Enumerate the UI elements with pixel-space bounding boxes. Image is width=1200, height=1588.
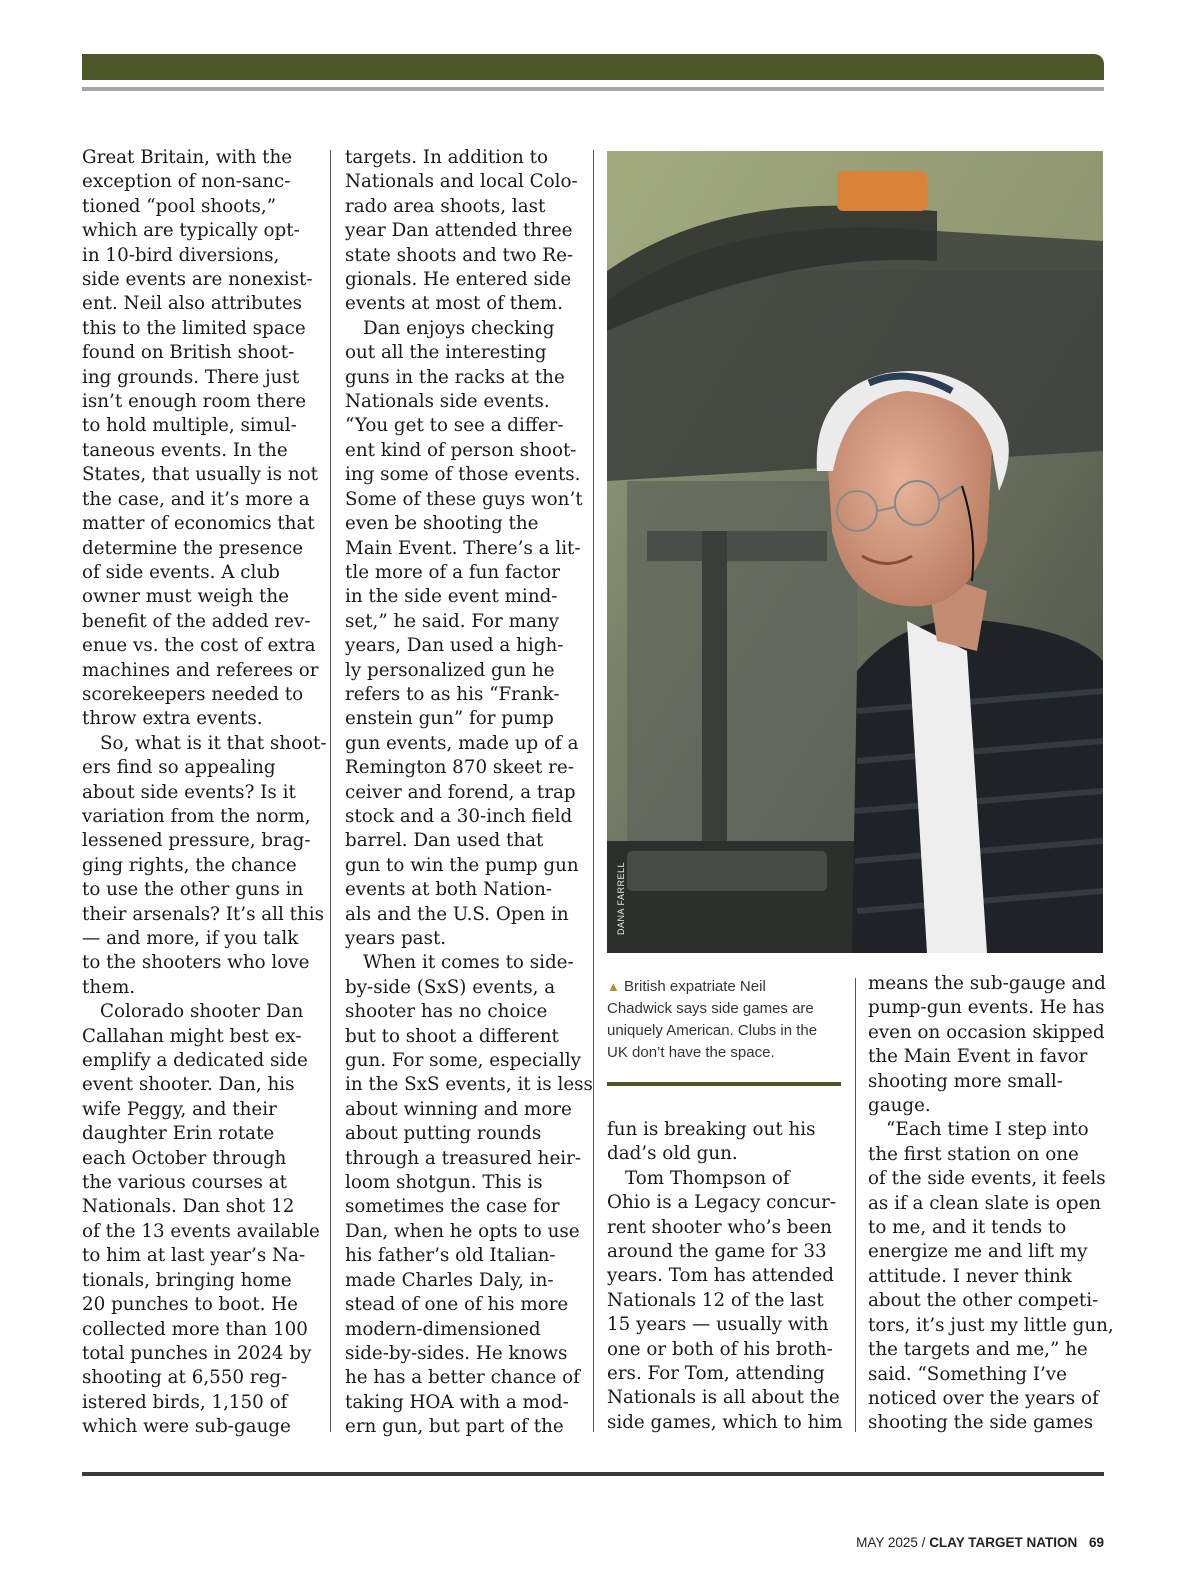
text-line: which were sub-gauge [82, 1416, 291, 1438]
article-column-1 [82, 146, 327, 1440]
text-line: of side events. A club [82, 561, 280, 583]
page-number: 69 [1088, 1535, 1104, 1550]
text-line: Great Britain, with the [82, 147, 293, 168]
text-line: istered birds, 1,150 of [82, 1391, 288, 1413]
text-line: tionals, bringing home [82, 1269, 292, 1291]
text-line: about winning and more [345, 1098, 572, 1120]
text-line: one or both of his broth- [607, 1338, 833, 1360]
text-line: gun events, made up of a [345, 732, 579, 754]
text-line: found on British shoot- [82, 342, 295, 364]
text-line: tors, it’s just my little gun, [868, 1314, 1114, 1336]
text-line: enue vs. the cost of extra [82, 635, 316, 657]
text-line: of the side events, it feels [868, 1168, 1106, 1190]
text-line: Nationals is all about the [607, 1387, 840, 1409]
text-line: ent kind of person shoot- [345, 439, 577, 461]
text-line: years. Tom has attended [607, 1265, 834, 1287]
text-line: sometimes the case for [345, 1196, 560, 1218]
text-line: gun. For some, especially [345, 1050, 582, 1072]
text-line: ing grounds. There just [82, 366, 300, 388]
text-line: about putting rounds [345, 1123, 542, 1145]
text-line: Some of these guys won’t [345, 488, 583, 510]
paragraph [607, 1167, 843, 1435]
text-line: guns in the racks at the [345, 366, 565, 388]
text-line: 20 punches to boot. He [82, 1294, 298, 1316]
text-line: “Each time I step into [886, 1119, 1089, 1141]
text-line: tle more of a fun factor [345, 561, 560, 583]
text-line: modern-dimensioned [345, 1318, 541, 1340]
text-line: “You get to see a differ- [345, 415, 564, 437]
text-line: shooting the side games [868, 1412, 1094, 1434]
header-rule [82, 87, 1104, 91]
article-column-4 [868, 972, 1114, 1436]
text-line: about the other competi- [868, 1290, 1099, 1312]
column-divider [330, 150, 331, 1432]
text-line: event shooter. Dan, his [82, 1074, 295, 1096]
text-line: rado area shoots, last [345, 195, 546, 217]
text-line: Main Event. There’s a lit- [345, 537, 581, 559]
text-line: Colorado shooter Dan [100, 1001, 304, 1023]
text-line: taneous events. In the [82, 439, 288, 461]
text-line: set,” he said. For many [345, 610, 559, 632]
text-line: total punches in 2024 by [82, 1342, 312, 1364]
text-line: isn’t enough room there [82, 391, 307, 413]
text-line: targets. In addition to [345, 147, 548, 168]
text-line: variation from the norm, [82, 805, 311, 827]
paragraph [82, 1000, 318, 1439]
text-line: machines and referees or [82, 659, 319, 681]
text-line: their arsenals? It’s all this [82, 903, 325, 925]
article-column-3 [607, 1118, 843, 1435]
paragraph [82, 732, 327, 1000]
text-line: side-by-sides. He knows [345, 1342, 568, 1364]
issue-date: MAY 2025 / [856, 1535, 926, 1550]
text-line: said. “Something I’ve [868, 1363, 1067, 1385]
text-line: Ohio is a Legacy concur- [607, 1192, 837, 1214]
text-line: but to shoot a different [345, 1025, 559, 1047]
text-line: shooting at 6,550 reg- [82, 1367, 288, 1389]
text-line: throw extra events. [82, 708, 263, 730]
text-line: to the shooters who love [82, 952, 310, 974]
text-line: loom shotgun. This is [345, 1172, 543, 1194]
text-line: them. [82, 976, 136, 998]
text-line: ent. Neil also attributes [82, 293, 303, 315]
caption-line: UK don’t have the space. [607, 1044, 775, 1061]
column-divider [855, 978, 856, 1432]
caption-line: Chadwick says side games are [607, 1000, 814, 1017]
text-line: years past. [345, 928, 447, 949]
text-line: ing some of those events. [345, 464, 581, 486]
photo-caption [607, 976, 843, 1064]
text-line: events at most of them. [345, 293, 563, 315]
text-line: Nationals 12 of the last [607, 1289, 824, 1311]
paragraph [868, 1118, 1114, 1435]
text-line: in 10-bird diversions, [82, 244, 280, 266]
text-line: side events are nonexist- [82, 269, 313, 291]
text-line: dad’s old gun. [607, 1143, 738, 1165]
text-line: Nationals. Dan shot 12 [82, 1196, 295, 1218]
text-line: side games, which to him [607, 1411, 843, 1433]
page-folio [856, 1535, 1104, 1550]
paragraph [345, 317, 581, 952]
text-line: Remington 870 skeet re- [345, 757, 574, 779]
portrait-illustration [607, 151, 1103, 953]
text-line: Nationals side events. [345, 391, 550, 413]
text-line: shooter has no choice [345, 1001, 548, 1023]
magazine-name: CLAY TARGET NATION [929, 1535, 1078, 1550]
text-line: out all the interesting [345, 342, 547, 364]
text-line: refers to as his “Frank- [345, 683, 560, 705]
paragraph [82, 146, 318, 732]
text-line: pump-gun events. He has [868, 997, 1105, 1019]
text-line: ly personalized gun he [345, 659, 555, 681]
text-line: collected more than 100 [82, 1318, 308, 1340]
text-line: als and the U.S. Open in [345, 903, 569, 925]
text-line: as if a clean slate is open [868, 1192, 1102, 1214]
caption-rule [607, 1082, 841, 1086]
text-line: energize me and lift my [868, 1241, 1088, 1263]
text-line: So, what is it that shoot- [100, 732, 327, 754]
text-line: by-side (SxS) events, a [345, 976, 556, 998]
text-line: years, Dan used a high- [345, 635, 564, 657]
text-line: Dan enjoys checking [363, 317, 555, 339]
text-line: — and more, if you talk [82, 928, 299, 949]
text-line: events at both Nation- [345, 879, 553, 901]
text-line: each October through [82, 1147, 287, 1169]
article-column-2 [345, 146, 593, 1440]
text-line: even on occasion skipped [868, 1021, 1105, 1043]
text-line: determine the presence [82, 537, 304, 559]
text-line: means the sub-gauge and [868, 973, 1106, 994]
header-color-bar [82, 54, 1104, 80]
text-line: ging rights, the chance [82, 854, 297, 876]
text-line: States, that usually is not [82, 464, 318, 486]
text-line: this to the limited space [82, 317, 306, 339]
paragraph [868, 972, 1104, 1118]
text-line: ers find so appealing [82, 757, 276, 779]
text-line: even be shooting the [345, 513, 539, 535]
text-line: about side events? Is it [82, 781, 296, 803]
text-line: daughter Erin rotate [82, 1123, 275, 1145]
text-line: Callahan might best ex- [82, 1025, 302, 1047]
text-line: to him at last year’s Na- [82, 1245, 306, 1267]
text-line: Nationals and local Colo- [345, 171, 578, 193]
text-line: shooting more small- [868, 1070, 1063, 1092]
paragraph [607, 1118, 843, 1167]
text-line: exception of non-sanc- [82, 171, 291, 193]
text-line: noticed over the years of [868, 1387, 1099, 1409]
text-line: fun is breaking out his [607, 1119, 816, 1140]
text-line: the first station on one [868, 1143, 1079, 1165]
text-line: to use the other guns in [82, 879, 304, 901]
text-line: owner must weigh the [82, 586, 289, 608]
caption-line: uniquely American. Clubs in the [607, 1022, 818, 1039]
text-line: barrel. Dan used that [345, 830, 544, 852]
paragraph [345, 146, 581, 317]
caption-line: British expatriate Neil [624, 978, 766, 995]
text-line: ern gun, but part of the [345, 1416, 564, 1438]
text-line: emplify a dedicated side [82, 1050, 308, 1072]
text-line: rent shooter who’s been [607, 1216, 832, 1238]
text-line: ceiver and forend, a trap [345, 781, 576, 803]
text-line: benefit of the added rev- [82, 610, 311, 632]
text-line: stead of one of his more [345, 1294, 569, 1316]
text-line: the case, and it’s more a [82, 488, 310, 510]
text-line: around the game for 33 [607, 1241, 827, 1263]
text-line: matter of economics that [82, 513, 315, 535]
text-line: Dan, when he opts to use [345, 1220, 580, 1242]
text-line: he has a better chance of [345, 1367, 580, 1389]
text-line: gionals. He entered side [345, 269, 572, 291]
footer-rule [82, 1472, 1104, 1476]
text-line: ers. For Tom, attending [607, 1363, 825, 1385]
text-line: attitude. I never think [868, 1265, 1072, 1287]
text-line: year Dan attended three [345, 220, 573, 242]
text-line: in the SxS events, it is less [345, 1074, 593, 1096]
text-line: enstein gun” for pump [345, 708, 554, 730]
text-line: lessened pressure, brag- [82, 830, 311, 852]
text-line: the various courses at [82, 1172, 287, 1194]
text-line: in the side event mind- [345, 586, 558, 608]
paragraph [345, 951, 593, 1439]
text-line: scorekeepers needed to [82, 683, 304, 705]
text-line: to hold multiple, simul- [82, 415, 297, 437]
text-line: wife Peggy, and their [82, 1098, 277, 1120]
text-line: of the 13 events available [82, 1220, 320, 1242]
text-line: tioned “pool shoots,” [82, 195, 277, 217]
text-line: taking HOA with a mod- [345, 1391, 569, 1413]
text-line: stock and a 30-inch field [345, 805, 573, 827]
photo-neil-chadwick [607, 151, 1103, 953]
text-line: gauge. [868, 1095, 931, 1117]
photo-credit: DANA FARRELL [616, 861, 626, 935]
text-line: which are typically opt- [82, 220, 300, 242]
text-line: the targets and me,” he [868, 1339, 1088, 1361]
text-line: When it comes to side- [363, 952, 574, 974]
text-line: through a treasured heir- [345, 1147, 582, 1169]
caption-marker-icon: ▲ [607, 979, 620, 994]
text-line: Tom Thompson of [625, 1167, 790, 1189]
text-line: the Main Event in favor [868, 1046, 1088, 1068]
column-divider [593, 150, 594, 1432]
text-line: 15 years — usually with [607, 1314, 829, 1336]
text-line: his father’s old Italian- [345, 1245, 556, 1267]
text-line: to me, and it tends to [868, 1217, 1067, 1239]
text-line: gun to win the pump gun [345, 854, 579, 876]
text-line: made Charles Daly, in- [345, 1269, 554, 1291]
text-line: state shoots and two Re- [345, 244, 574, 266]
